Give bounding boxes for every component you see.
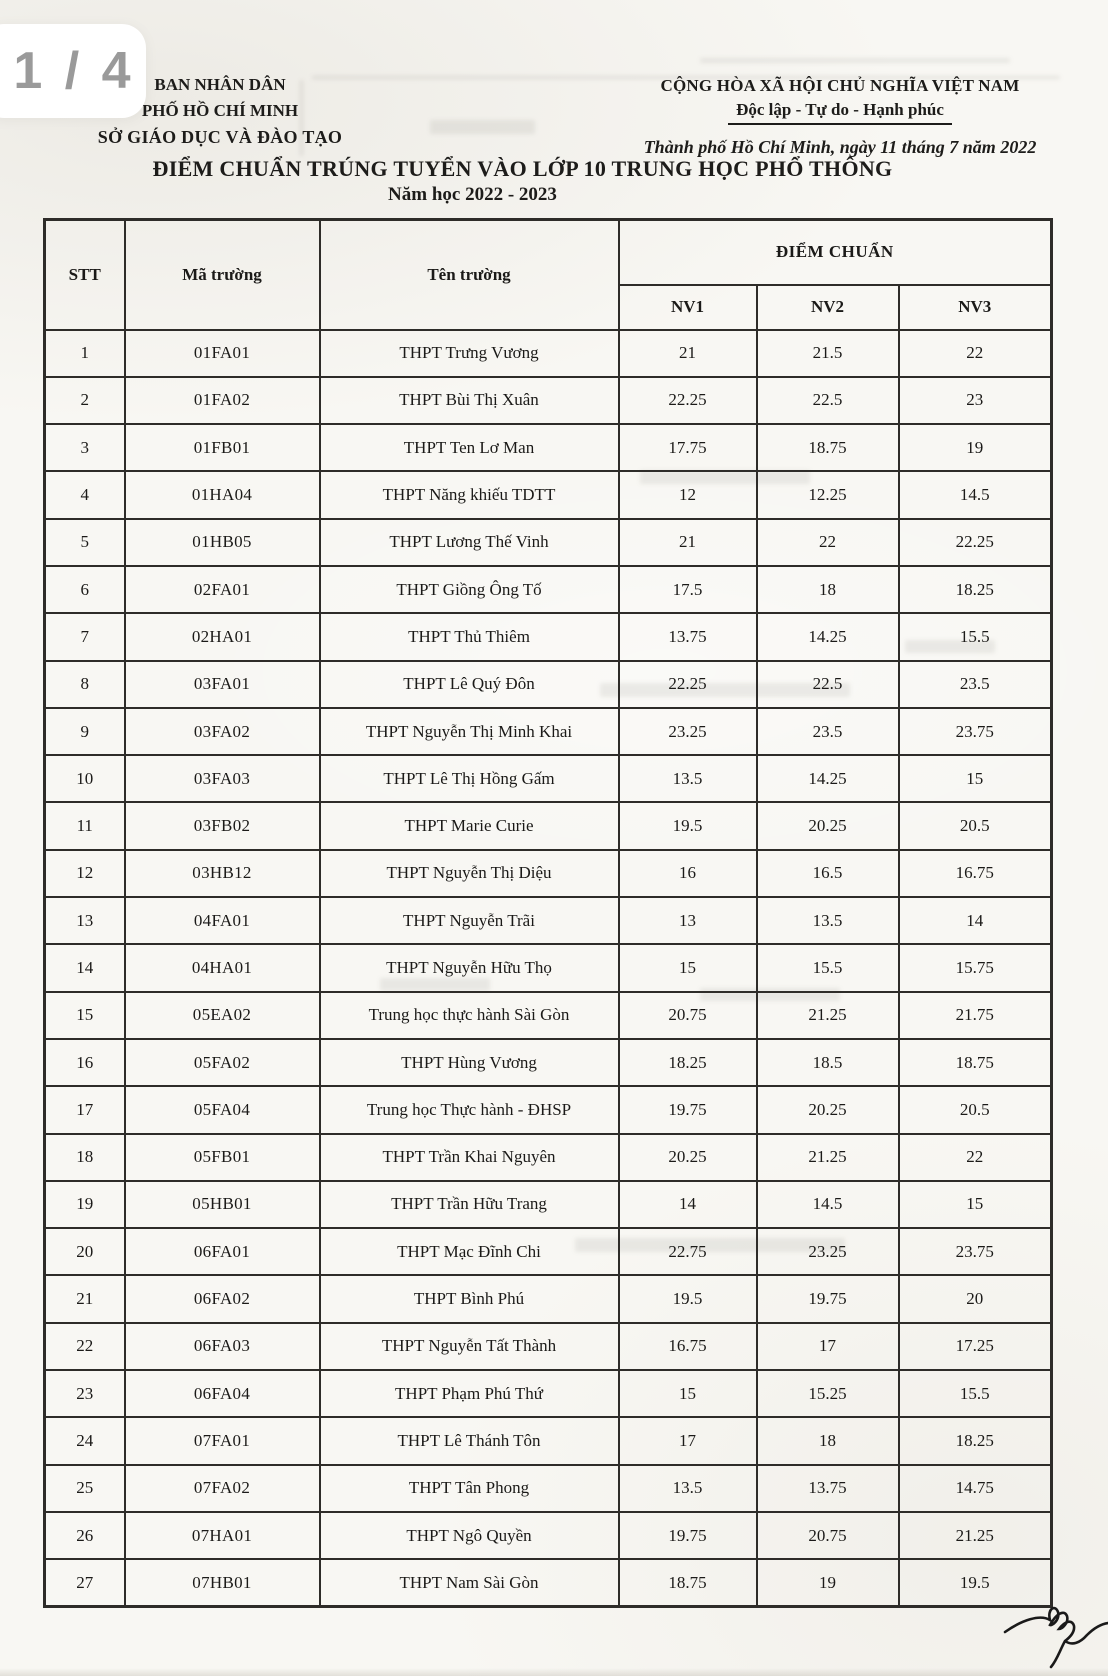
scan-ghost-mark: [430, 120, 535, 134]
score-nv1: 23.25: [619, 708, 757, 755]
score-nv3: 23.75: [899, 708, 1052, 755]
row-stt: 11: [45, 802, 125, 849]
score-nv2: 15.5: [757, 944, 899, 991]
score-nv3: 19.5: [899, 1559, 1052, 1606]
school-name: THPT Mạc Đĩnh Chi: [320, 1228, 619, 1275]
school-name: THPT Lê Thánh Tôn: [320, 1417, 619, 1464]
school-code: 02FA01: [125, 566, 320, 613]
row-stt: 25: [45, 1465, 125, 1512]
row-stt: 4: [45, 471, 125, 518]
score-table: [43, 218, 1053, 1608]
school-code: 01HA04: [125, 471, 320, 518]
score-nv1: 19.5: [619, 802, 757, 849]
school-code: 05HB01: [125, 1181, 320, 1228]
score-nv1: 22.25: [619, 377, 757, 424]
score-nv2: 18: [757, 566, 899, 613]
school-name: THPT Trần Khai Nguyên: [320, 1134, 619, 1181]
score-nv3: 21.75: [899, 992, 1052, 1039]
score-nv3: 18.75: [899, 1039, 1052, 1086]
row-stt: 3: [45, 424, 125, 471]
row-stt: 22: [45, 1323, 125, 1370]
row-stt: 17: [45, 1086, 125, 1133]
table-row: [45, 1323, 1052, 1370]
school-code: 05FA04: [125, 1086, 320, 1133]
table-row: [45, 755, 1052, 802]
school-name: THPT Marie Curie: [320, 802, 619, 849]
score-nv1: 15: [619, 1370, 757, 1417]
row-stt: 19: [45, 1181, 125, 1228]
score-nv1: 13.5: [619, 1465, 757, 1512]
school-name: THPT Ngô Quyền: [320, 1512, 619, 1559]
table-row: [45, 1275, 1052, 1322]
score-nv1: 18.75: [619, 1559, 757, 1606]
score-nv2: 15.25: [757, 1370, 899, 1417]
table-row: [45, 992, 1052, 1039]
score-nv1: 17: [619, 1417, 757, 1464]
school-name: THPT Nguyễn Thị Diệu: [320, 850, 619, 897]
row-stt: 8: [45, 661, 125, 708]
table-row: [45, 330, 1052, 377]
table-row: [45, 897, 1052, 944]
table-row: [45, 1559, 1052, 1606]
score-nv3: 18.25: [899, 566, 1052, 613]
school-code: 06FA03: [125, 1323, 320, 1370]
school-code: 01FB01: [125, 424, 320, 471]
org-line-2: PHỐ HỒ CHÍ MINH: [141, 101, 299, 120]
table-row: [45, 944, 1052, 991]
column-header-score-group: ĐIỂM CHUẨN: [619, 220, 1052, 285]
score-nv3: 15.5: [899, 613, 1052, 660]
school-code: 03HB12: [125, 850, 320, 897]
score-nv3: 15.5: [899, 1370, 1052, 1417]
school-code: 01FA01: [125, 330, 320, 377]
school-code: 07HA01: [125, 1512, 320, 1559]
score-nv2: 12.25: [757, 471, 899, 518]
school-name: THPT Bùi Thị Xuân: [320, 377, 619, 424]
table-row: [45, 566, 1052, 613]
table-row: [45, 1086, 1052, 1133]
row-stt: 27: [45, 1559, 125, 1606]
org-line-3: SỞ GIÁO DỤC VÀ ĐÀO TẠO: [97, 127, 343, 147]
score-nv1: 13: [619, 897, 757, 944]
school-code: 02HA01: [125, 613, 320, 660]
column-header-nv2: NV2: [757, 285, 899, 330]
score-table-body: [45, 330, 1052, 1607]
score-nv2: 22.5: [757, 377, 899, 424]
score-nv3: 14.75: [899, 1465, 1052, 1512]
score-nv1: 16: [619, 850, 757, 897]
school-code: 07HB01: [125, 1559, 320, 1606]
score-nv1: 22.25: [619, 661, 757, 708]
school-name: Trung học thực hành Sài Gòn: [320, 992, 619, 1039]
score-nv1: 20.25: [619, 1134, 757, 1181]
national-motto: Độc lập - Tự do - Hạnh phúc: [728, 100, 952, 125]
school-name: THPT Thủ Thiêm: [320, 613, 619, 660]
table-row: [45, 1512, 1052, 1559]
school-code: 05FB01: [125, 1134, 320, 1181]
row-stt: 6: [45, 566, 125, 613]
row-stt: 16: [45, 1039, 125, 1086]
school-name: THPT Nam Sài Gòn: [320, 1559, 619, 1606]
score-nv3: 17.25: [899, 1323, 1052, 1370]
score-nv2: 20.25: [757, 802, 899, 849]
score-nv2: 19.75: [757, 1275, 899, 1322]
column-header-nv3: NV3: [899, 285, 1052, 330]
school-name: THPT Năng khiếu TDTT: [320, 471, 619, 518]
score-nv2: 22.5: [757, 661, 899, 708]
school-code: 06FA02: [125, 1275, 320, 1322]
score-nv2: 18.5: [757, 1039, 899, 1086]
score-nv1: 21: [619, 330, 757, 377]
row-stt: 20: [45, 1228, 125, 1275]
score-nv3: 20.5: [899, 802, 1052, 849]
score-nv3: 19: [899, 424, 1052, 471]
school-code: 06FA04: [125, 1370, 320, 1417]
national-title: CỘNG HÒA XÃ HỘI CHỦ NGHĨA VIỆT NAM: [660, 76, 1020, 95]
school-code: 01HB05: [125, 519, 320, 566]
row-stt: 24: [45, 1417, 125, 1464]
score-nv3: 14.5: [899, 471, 1052, 518]
score-nv2: 21.25: [757, 1134, 899, 1181]
page-indicator-label: 1 / 4: [13, 42, 135, 100]
school-name: THPT Tân Phong: [320, 1465, 619, 1512]
table-row: [45, 1228, 1052, 1275]
school-code: 04FA01: [125, 897, 320, 944]
score-nv1: 21: [619, 519, 757, 566]
page-indicator-badge: [0, 24, 146, 118]
score-nv3: 21.25: [899, 1512, 1052, 1559]
row-stt: 15: [45, 992, 125, 1039]
national-header-block: [615, 76, 1065, 158]
column-header-school-name: Tên trường: [320, 220, 619, 330]
score-nv2: 16.5: [757, 850, 899, 897]
table-row: [45, 708, 1052, 755]
document-subtitle: Năm học 2022 - 2023: [388, 184, 557, 205]
score-nv1: 18.25: [619, 1039, 757, 1086]
score-nv2: 20.25: [757, 1086, 899, 1133]
column-header-nv1: NV1: [619, 285, 757, 330]
table-row: [45, 424, 1052, 471]
row-stt: 26: [45, 1512, 125, 1559]
score-nv2: 22: [757, 519, 899, 566]
table-row: [45, 1134, 1052, 1181]
column-header-stt: STT: [45, 220, 125, 330]
score-nv1: 17.5: [619, 566, 757, 613]
row-stt: 7: [45, 613, 125, 660]
row-stt: 9: [45, 708, 125, 755]
score-nv1: 13.5: [619, 755, 757, 802]
school-name: THPT Phạm Phú Thứ: [320, 1370, 619, 1417]
table-row: [45, 661, 1052, 708]
score-nv2: 14.25: [757, 613, 899, 660]
score-nv3: 15.75: [899, 944, 1052, 991]
score-nv1: 17.75: [619, 424, 757, 471]
row-stt: 23: [45, 1370, 125, 1417]
school-code: 03FA01: [125, 661, 320, 708]
school-code: 05FA02: [125, 1039, 320, 1086]
school-name: THPT Nguyễn Thị Minh Khai: [320, 708, 619, 755]
row-stt: 1: [45, 330, 125, 377]
score-nv3: 20.5: [899, 1086, 1052, 1133]
school-name: THPT Lê Quý Đôn: [320, 661, 619, 708]
signature-scribble: [1002, 1596, 1108, 1674]
school-name: THPT Bình Phú: [320, 1275, 619, 1322]
score-nv2: 18.75: [757, 424, 899, 471]
table-row: [45, 377, 1052, 424]
school-name: THPT Nguyễn Trãi: [320, 897, 619, 944]
table-row: [45, 519, 1052, 566]
school-code: 07FA02: [125, 1465, 320, 1512]
column-header-school-code: Mã trường: [125, 220, 320, 330]
row-stt: 13: [45, 897, 125, 944]
school-name: THPT Lương Thế Vinh: [320, 519, 619, 566]
score-nv3: 18.25: [899, 1417, 1052, 1464]
table-row: [45, 1417, 1052, 1464]
score-nv1: 19.75: [619, 1086, 757, 1133]
table-row: [45, 850, 1052, 897]
school-name: THPT Ten Lơ Man: [320, 424, 619, 471]
score-nv3: 16.75: [899, 850, 1052, 897]
school-code: 05EA02: [125, 992, 320, 1039]
table-row: [45, 471, 1052, 518]
row-stt: 14: [45, 944, 125, 991]
document-title: ĐIỂM CHUẨN TRÚNG TUYỂN VÀO LỚP 10 TRUNG HỌC PHỔ THÔNG: [152, 156, 893, 181]
score-nv1: 13.75: [619, 613, 757, 660]
table-row: [45, 1181, 1052, 1228]
score-nv1: 16.75: [619, 1323, 757, 1370]
row-stt: 18: [45, 1134, 125, 1181]
org-line-1: BAN NHÂN DÂN: [154, 75, 286, 94]
school-name: THPT Trưng Vương: [320, 330, 619, 377]
score-nv3: 23: [899, 377, 1052, 424]
score-nv2: 23.5: [757, 708, 899, 755]
score-nv1: 20.75: [619, 992, 757, 1039]
score-nv3: 22: [899, 1134, 1052, 1181]
score-nv1: 19.5: [619, 1275, 757, 1322]
school-code: 03FA03: [125, 755, 320, 802]
score-nv3: 22.25: [899, 519, 1052, 566]
table-row: [45, 1370, 1052, 1417]
table-row: [45, 802, 1052, 849]
score-nv2: 13.75: [757, 1465, 899, 1512]
score-nv3: 15: [899, 755, 1052, 802]
school-name: THPT Hùng Vương: [320, 1039, 619, 1086]
school-code: 06FA01: [125, 1228, 320, 1275]
table-row: [45, 613, 1052, 660]
table-row: [45, 1039, 1052, 1086]
row-stt: 5: [45, 519, 125, 566]
school-name: THPT Lê Thị Hồng Gấm: [320, 755, 619, 802]
school-code: 04HA01: [125, 944, 320, 991]
score-nv1: 19.75: [619, 1512, 757, 1559]
score-nv2: 13.5: [757, 897, 899, 944]
score-nv3: 23.75: [899, 1228, 1052, 1275]
school-code: 01FA02: [125, 377, 320, 424]
row-stt: 10: [45, 755, 125, 802]
school-code: 03FA02: [125, 708, 320, 755]
score-nv2: 17: [757, 1323, 899, 1370]
school-name: THPT Nguyễn Hữu Thọ: [320, 944, 619, 991]
score-nv2: 18: [757, 1417, 899, 1464]
place-date: Thành phố Hồ Chí Minh, ngày 11 tháng 7 năm 2022: [643, 137, 1037, 157]
score-nv2: 14.25: [757, 755, 899, 802]
row-stt: 12: [45, 850, 125, 897]
score-nv3: 14: [899, 897, 1052, 944]
score-nv2: 20.75: [757, 1512, 899, 1559]
row-stt: 21: [45, 1275, 125, 1322]
score-nv2: 21.25: [757, 992, 899, 1039]
school-name: THPT Trần Hữu Trang: [320, 1181, 619, 1228]
score-nv3: 23.5: [899, 661, 1052, 708]
score-nv1: 12: [619, 471, 757, 518]
score-nv2: 19: [757, 1559, 899, 1606]
score-nv2: 14.5: [757, 1181, 899, 1228]
score-nv1: 15: [619, 944, 757, 991]
scan-edge-shadow: [0, 1668, 1108, 1676]
score-nv1: 22.75: [619, 1228, 757, 1275]
score-nv3: 22: [899, 330, 1052, 377]
school-code: 03FB02: [125, 802, 320, 849]
score-nv1: 14: [619, 1181, 757, 1228]
school-code: 07FA01: [125, 1417, 320, 1464]
score-nv3: 20: [899, 1275, 1052, 1322]
score-nv2: 21.5: [757, 330, 899, 377]
table-row: [45, 1465, 1052, 1512]
row-stt: 2: [45, 377, 125, 424]
score-nv3: 15: [899, 1181, 1052, 1228]
school-name: THPT Giồng Ông Tố: [320, 566, 619, 613]
score-nv2: 23.25: [757, 1228, 899, 1275]
scan-ghost-mark: [700, 58, 1010, 63]
school-name: Trung học Thực hành - ĐHSP: [320, 1086, 619, 1133]
school-name: THPT Nguyễn Tất Thành: [320, 1323, 619, 1370]
